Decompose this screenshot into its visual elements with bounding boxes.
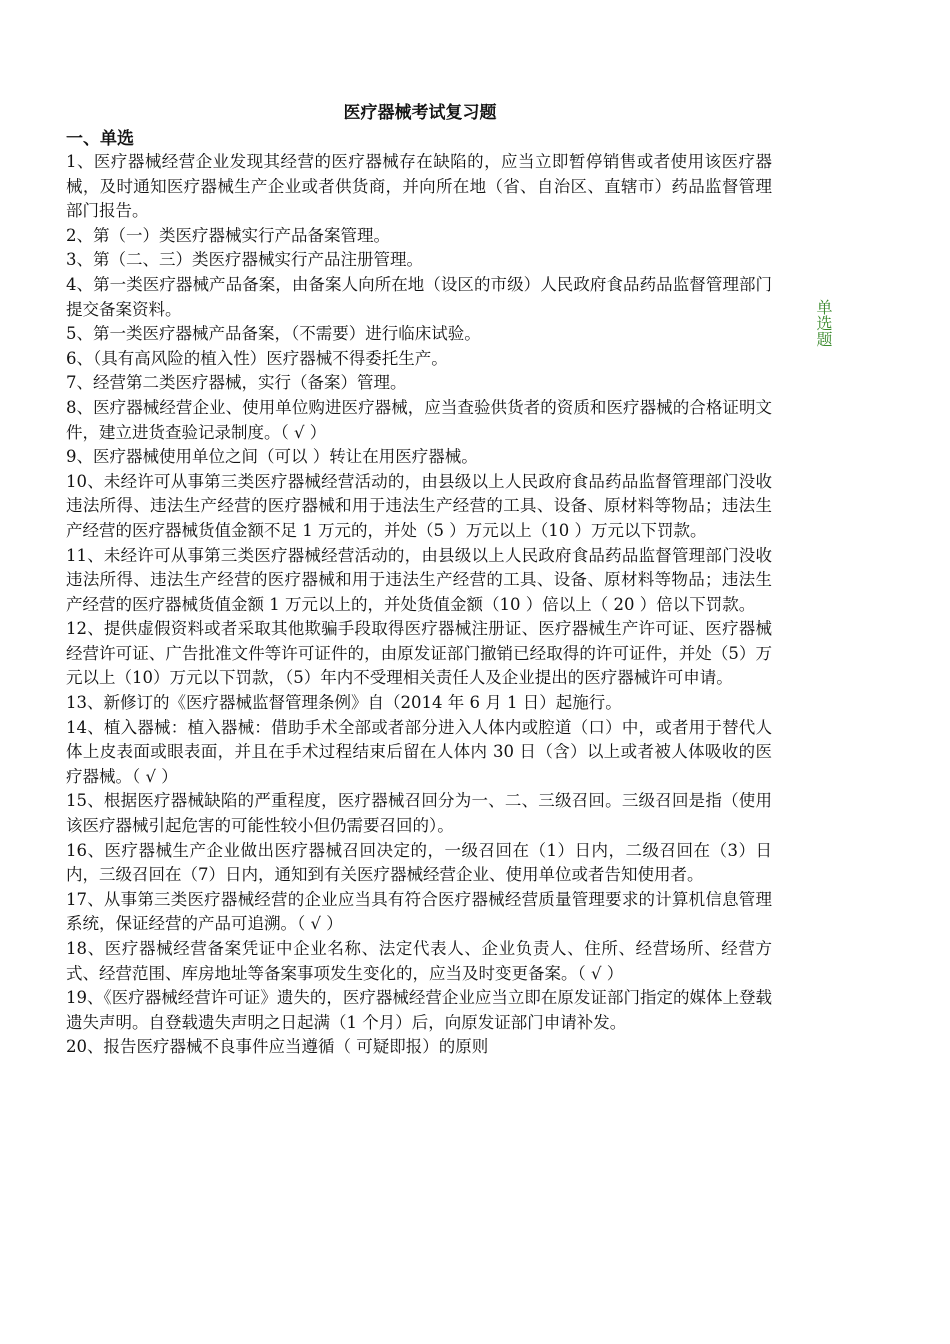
question-item: 1、医疗器械经营企业发现其经营的医疗器械存在缺陷的，应当立即暂停销售或者使用该医疗器械，及时通知医疗器械生产企业或者供货商，并向所在地（省、自治区、直辖市）药品监督管理部门报告。 [66,152,772,221]
question-item: 2、第（一）类医疗器械实行产品备案管理。 [66,225,390,245]
side-label-single-choice: 单选题 [814,299,833,347]
question-item: 20、报告医疗器械不良事件应当遵循（ 可疑即报）的原则 [66,1037,489,1057]
question-item: 11、未经许可从事第三类医疗器械经营活动的，由县级以上人民政府食品药品监督管理部门没收违法所得、违法生产经营的医疗器械和用于违法生产经营的工具、设备、原材料等物品；违法生产经营的医疗器械货值金额 1 万元以上的，并处货值金额（10 ）倍以上（ 20 ）倍以下罚款。 [66,545,772,614]
question-item: 12、提供虚假资料或者采取其他欺骗手段取得医疗器械注册证、医疗器械生产许可证、医疗器械经营许可证、广告批准文件等许可证件的，由原发证部门撤销已经取得的许可证件，并处（5）万元以上（10）万元以下罚款，（5）年内不受理相关责任人及企业提出的医疗器械许可申请。 [66,619,772,688]
question-item: 10、未经许可从事第三类医疗器械经营活动的，由县级以上人民政府食品药品监督管理部门没收违法所得、违法生产经营的医疗器械和用于违法生产经营的工具、设备、原材料等物品；违法生产经营的医疗器械货值金额不足 1 万元的，并处（5 ）万元以上（10 ）万元以下罚款。 [66,471,772,540]
question-item: 5、第一类医疗器械产品备案，（不需要）进行临床试验。 [66,324,481,344]
question-item: 6、（具有高风险的植入性）医疗器械不得委托生产。 [66,348,448,368]
question-item: 14、植入器械：植入器械：借助手术全部或者部分进入人体内或腔道（口）中，或者用于替代人体上皮表面或眼表面，并且在手术过程结束后留在人体内 30 日（含）以上或者被人体吸收的医疗器械。（ √ ） [66,717,772,786]
section-heading: 一、单选 [66,129,134,149]
question-item: 9、医疗器械使用单位之间（可以 ）转让在用医疗器械。 [66,447,478,467]
question-item: 7、经营第二类医疗器械，实行（备案）管理。 [66,373,407,393]
question-item: 19、《医疗器械经营许可证》遗失的，医疗器械经营企业应当立即在原发证部门指定的媒体上登载遗失声明。自登载遗失声明之日起满（1 个月）后，向原发证部门申请补发。 [66,988,772,1032]
question-item: 4、第一类医疗器械产品备案，由备案人向所在地（设区的市级）人民政府食品药品监督管理部门提交备案资料。 [66,274,772,319]
question-item: 8、医疗器械经营企业、使用单位购进医疗器械，应当查验供货者的资质和医疗器械的合格证明文件，建立进货查验记录制度。（ √ ） [66,397,772,442]
question-list [66,150,772,1060]
question-item: 15、根据医疗器械缺陷的严重程度，医疗器械召回分为一、二、三级召回。三级召回是指（使用该医疗器械引起危害的可能性较小但仍需要召回的）。 [66,791,772,836]
question-item: 3、第（二、三）类医疗器械实行产品注册管理。 [66,250,423,270]
question-item: 18、医疗器械经营备案凭证中企业名称、法定代表人、企业负责人、住所、经营场所、经营方式、经营范围、库房地址等备案事项发生变化的，应当及时变更备案。（ √ ） [66,939,772,983]
question-item: 13、新修订的《医疗器械监督管理条例》自（2014 年 6 月 1 日）起施行。 [66,693,622,713]
question-item: 16、医疗器械生产企业做出医疗器械召回决定的，一级召回在（1）日内，二级召回在（3）日内，三级召回在（7）日内，通知到有关医疗器械经营企业、使用单位或者告知使用者。 [66,840,772,885]
document-title: 医疗器械考试复习题 [343,103,497,123]
question-item: 17、从事第三类医疗器械经营的企业应当具有符合医疗器械经营质量管理要求的计算机信息管理系统，保证经营的产品可追溯。（ √ ） [66,889,772,934]
